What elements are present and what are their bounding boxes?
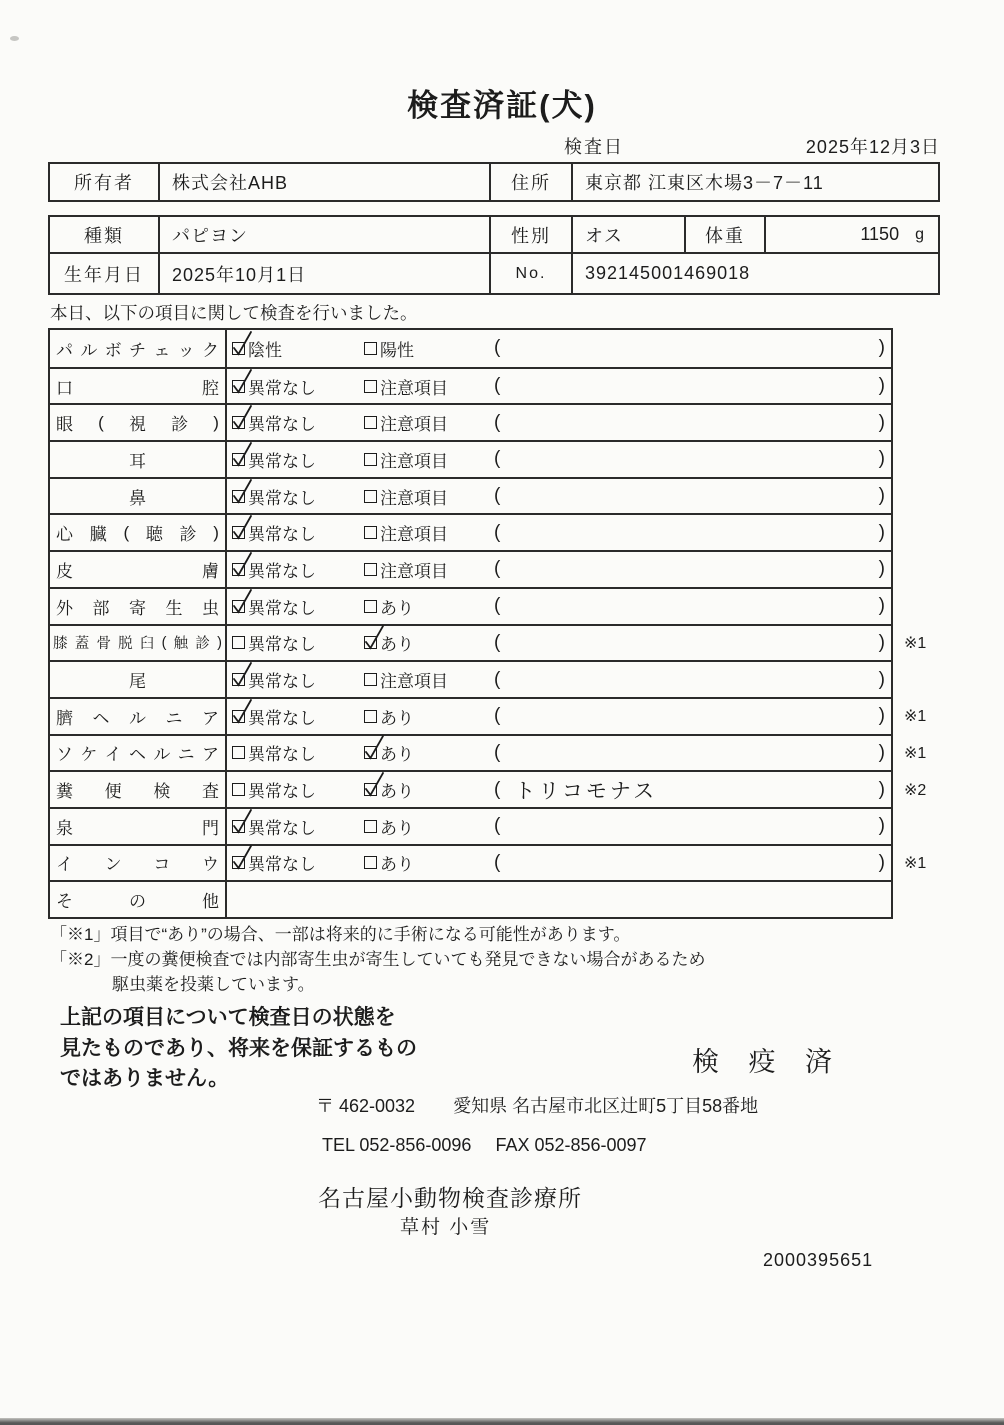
- handwritten-check-icon: [362, 623, 387, 652]
- result-option-1: [232, 594, 364, 619]
- remark-paren-close: ): [878, 815, 885, 837]
- item-label: [50, 369, 227, 404]
- checkbox-checked: [232, 453, 245, 466]
- item-label-char: 部: [92, 598, 110, 618]
- postal-code: 〒 462-0032: [316, 1096, 416, 1116]
- footnote-2-line1: 「※2」一度の糞便検査では内部寄生虫が寄生していても発見できない場合があるため: [50, 950, 706, 969]
- checklist-row: [50, 880, 891, 917]
- item-label-char: (: [98, 412, 104, 432]
- owner-table: [48, 162, 940, 202]
- checkbox-unchecked: [232, 783, 245, 796]
- checkbox-checked: [232, 490, 245, 503]
- item-label-char: 泉: [56, 818, 73, 838]
- remark-paren-open: (: [494, 631, 501, 653]
- result-option-1: [232, 814, 364, 839]
- checkbox-unchecked: [364, 820, 377, 833]
- result-option-2-label: 注意項目: [380, 525, 448, 545]
- weight-label: 体重: [686, 217, 766, 252]
- item-label-char: ): [217, 634, 222, 651]
- result-option-2: [364, 557, 494, 582]
- address-label: 住所: [491, 164, 573, 200]
- result-option-1: [232, 410, 364, 435]
- item-label-char: 脱: [118, 636, 133, 653]
- item-label: 耳: [50, 442, 227, 477]
- checkbox-checked: [232, 416, 245, 429]
- item-label-char: ル: [153, 745, 171, 765]
- checklist-row: [50, 550, 891, 587]
- result-option-1: [232, 704, 364, 729]
- remark-paren-close: ): [878, 778, 885, 800]
- checkbox-unchecked: [232, 746, 245, 759]
- remark-paren-open: (: [494, 558, 501, 580]
- checkbox-unchecked: [364, 856, 377, 869]
- handwritten-check-icon: [230, 440, 255, 469]
- disclaimer-line-1: 上記の項目について検査日の状態を: [60, 1006, 396, 1029]
- remark-paren-open: (: [494, 595, 501, 617]
- item-label-char: 視: [128, 415, 146, 435]
- handwritten-check-icon: [230, 587, 255, 616]
- item-label: [50, 736, 227, 771]
- serial-number: 2000395651: [763, 1250, 874, 1270]
- result-option-1: [232, 336, 364, 361]
- result-option-1: [232, 557, 364, 582]
- remark-paren-open: (: [494, 851, 501, 873]
- weight-number: 1150: [860, 224, 900, 244]
- item-label-char: 査: [201, 782, 219, 802]
- remark-paren-close: ): [878, 337, 885, 359]
- owner-label: 所有者: [50, 164, 160, 200]
- item-label-char: 皮: [56, 561, 73, 581]
- result-option-1: [232, 777, 364, 802]
- intro-sentence: 本日、以下の項目に関して検査を行いました。: [50, 303, 418, 323]
- checkbox-unchecked: [364, 563, 377, 576]
- result-option-2-label: あり: [380, 782, 414, 802]
- result-option-2: [364, 484, 494, 509]
- checkbox-checked: [232, 710, 245, 723]
- handwritten-check-icon: [230, 513, 255, 542]
- item-label: [50, 330, 227, 367]
- result-option-2: [364, 777, 494, 802]
- item-label-char: ッ: [177, 340, 195, 360]
- id-number-label: No.: [491, 254, 573, 293]
- animal-info-row-2: [50, 254, 938, 293]
- disclaimer-paragraph: [60, 1003, 417, 1095]
- sex-label: 性別: [491, 217, 573, 252]
- result-option-1-label: 異常なし: [248, 635, 316, 655]
- item-label: [50, 846, 227, 881]
- item-label-char: ヘ: [92, 708, 110, 728]
- checklist-row: [50, 660, 891, 697]
- remark-paren-close: ): [878, 558, 885, 580]
- item-label-char: 門: [202, 818, 219, 838]
- remark-paren-close: ): [878, 705, 885, 727]
- handwritten-check-icon: [230, 697, 255, 726]
- item-label: [50, 405, 227, 440]
- item-label: [50, 515, 227, 550]
- remark-paren-close: ): [878, 375, 885, 397]
- result-option-2-label: 注意項目: [380, 415, 448, 435]
- checklist-row-body: [227, 626, 891, 661]
- item-label: [50, 882, 227, 917]
- checkbox-checked: [232, 820, 245, 833]
- checklist-row: [50, 807, 891, 844]
- item-label: [50, 772, 227, 807]
- item-label-char: 検: [153, 782, 171, 802]
- item-label-char: ン: [104, 855, 122, 875]
- item-label-char: ア: [201, 745, 219, 765]
- result-option-2: [364, 630, 494, 655]
- item-label-char: 臓: [89, 525, 107, 545]
- result-option-2: [364, 520, 494, 545]
- result-option-2-label: 注意項目: [380, 488, 448, 508]
- item-label-char: イ: [56, 855, 73, 875]
- disclaimer-line-3: ではありません。: [60, 1067, 230, 1090]
- checkbox-unchecked: [364, 673, 377, 686]
- reference-mark: ※1: [904, 744, 927, 762]
- item-label-char: 他: [202, 892, 219, 912]
- item-label-char: 眼: [56, 415, 73, 435]
- result-option-1-label: 異常なし: [248, 378, 316, 398]
- item-label-char: 糞: [56, 782, 73, 802]
- breed-label: 種類: [50, 217, 160, 252]
- item-label-char: 口: [56, 378, 73, 398]
- item-label-char: ケ: [80, 745, 98, 765]
- remark-paren-open: (: [494, 375, 501, 397]
- item-label-char: 骨: [96, 636, 111, 653]
- remark-paren-close: ): [878, 521, 885, 543]
- result-option-2-label: 注意項目: [380, 672, 448, 692]
- clinic-address: 愛知県 名古屋市北区辻町5丁目58番地: [453, 1096, 759, 1116]
- result-option-1: [232, 374, 364, 399]
- weight-unit: g: [915, 225, 924, 243]
- checklist-row-body: [227, 809, 891, 844]
- checklist-row: [50, 403, 891, 440]
- result-option-2: [364, 594, 494, 619]
- checkbox-unchecked: [364, 600, 377, 613]
- result-option-2-label: あり: [380, 708, 414, 728]
- reference-mark: ※1: [904, 634, 927, 652]
- result-option-2: [364, 667, 494, 692]
- checklist-row: [50, 587, 891, 624]
- checklist-row: [50, 624, 927, 661]
- handwritten-check-icon: [230, 550, 255, 579]
- remark-paren-close: ): [878, 411, 885, 433]
- result-option-1: [232, 850, 364, 875]
- checkbox-unchecked: [364, 490, 377, 503]
- checkbox-checked: [232, 526, 245, 539]
- item-label-char: 心: [56, 525, 73, 545]
- handwritten-check-icon: [362, 733, 387, 762]
- item-label-char: ボ: [104, 340, 122, 360]
- address-value: 東京都 江東区木場3－7－11: [585, 173, 824, 193]
- item-label-char: コ: [153, 855, 171, 875]
- item-label-char: 診: [195, 636, 210, 653]
- inspection-date-label: 検査日: [564, 137, 624, 157]
- remark-paren-open: (: [494, 741, 501, 763]
- checkbox-checked: [364, 636, 377, 649]
- reference-mark: ※1: [904, 708, 927, 726]
- item-label-char: 膚: [202, 561, 219, 581]
- item-label-char: 触: [173, 636, 189, 653]
- item-label-char: ウ: [201, 855, 219, 875]
- result-option-1: [232, 630, 364, 655]
- handwritten-check-icon: [230, 807, 255, 836]
- item-label: [50, 699, 227, 734]
- item-label-char: 寄: [129, 598, 146, 618]
- checklist-row-body: [227, 479, 891, 514]
- checklist-row: [50, 330, 891, 367]
- result-option-2-label: あり: [380, 818, 414, 838]
- item-label-char: ソ: [56, 745, 73, 765]
- item-label: [50, 809, 227, 844]
- remark-paren-close: ): [878, 668, 885, 690]
- handwritten-check-icon: [230, 843, 255, 872]
- checklist-row-body: [227, 846, 891, 881]
- result-option-1-label: 異常なし: [248, 561, 316, 581]
- checklist-row: [50, 513, 891, 550]
- item-label-char: チ: [128, 340, 146, 360]
- clinic-telfax-line: [322, 1135, 647, 1156]
- checklist-row: [50, 734, 927, 771]
- result-option-1: [232, 484, 364, 509]
- result-option-2-label: あり: [380, 745, 414, 765]
- item-label-char: パ: [56, 340, 73, 360]
- checkbox-checked: [364, 783, 377, 796]
- breed-value: パピヨン: [160, 217, 491, 252]
- item-label: [50, 552, 227, 587]
- item-label-char: 腔: [202, 378, 219, 398]
- checklist-row-body: [227, 330, 891, 367]
- item-label-char: ): [213, 412, 219, 432]
- remark-paren-close: ): [878, 485, 885, 507]
- footnote-2-line2: 駆虫薬を投薬しています。: [112, 975, 315, 994]
- checkbox-unchecked: [232, 636, 245, 649]
- remark-paren-close: ): [878, 851, 885, 873]
- checklist-row: [50, 844, 927, 881]
- result-option-1-label: 異常なし: [248, 598, 316, 618]
- checklist-row-body: [227, 369, 891, 404]
- item-label: 鼻: [50, 479, 227, 514]
- result-option-2-label: 注意項目: [380, 378, 448, 398]
- checklist-row-body: [227, 736, 891, 771]
- item-label-char: ェ: [153, 340, 171, 360]
- checkbox-unchecked: [364, 710, 377, 723]
- result-option-2-label: 陽性: [380, 340, 414, 360]
- item-label: 尾: [50, 662, 227, 697]
- item-label-char: ル: [80, 340, 98, 360]
- result-option-1-label: 異常なし: [248, 451, 316, 471]
- result-option-1: [232, 740, 364, 765]
- item-label-char: 外: [56, 598, 73, 618]
- checkbox-unchecked: [364, 453, 377, 466]
- item-label-char: 診: [171, 415, 189, 435]
- scan-bottom-edge-artifact: [0, 1418, 1004, 1425]
- item-label-char: ル: [129, 708, 146, 728]
- checkbox-unchecked: [364, 416, 377, 429]
- result-option-2: [364, 704, 494, 729]
- item-label-char: 臍: [56, 708, 73, 728]
- checkbox-unchecked: [364, 380, 377, 393]
- item-label-char: 虫: [202, 598, 219, 618]
- checklist-row: [50, 770, 927, 807]
- result-option-2: [364, 850, 494, 875]
- handwritten-check-icon: [230, 329, 255, 358]
- checklist-row-body: [227, 405, 891, 440]
- handwritten-check-icon: [362, 770, 387, 799]
- checkbox-checked: [232, 673, 245, 686]
- clinic-name: 名古屋小動物検査診療所: [318, 1185, 582, 1211]
- weight-value: [766, 217, 938, 252]
- clinic-tel: TEL 052-856-0096: [322, 1135, 472, 1155]
- remark-paren-close: ): [878, 741, 885, 763]
- result-option-1-label: 異常なし: [248, 708, 316, 728]
- result-option-2-label: 注意項目: [380, 561, 448, 581]
- examiner-name: 草村 小雪: [400, 1217, 492, 1238]
- owner-value: 株式会社AHB: [160, 164, 491, 200]
- remark-paren-open: (: [494, 521, 501, 543]
- checkbox-checked: [232, 380, 245, 393]
- animal-info-table: [48, 215, 940, 295]
- checklist-row-body: [227, 699, 891, 734]
- checklist-row-body: [227, 882, 891, 917]
- sex-value: オス: [573, 217, 686, 252]
- item-label-char: 蓋: [74, 636, 90, 653]
- checklist-row-body: [227, 552, 891, 587]
- id-number-value: 392145001469018: [585, 263, 751, 283]
- item-label-char: 便: [104, 782, 122, 802]
- item-label-char: (: [161, 634, 167, 651]
- remark-paren-close: ): [878, 631, 885, 653]
- result-option-1-label: 異常なし: [248, 672, 316, 692]
- checklist-row-body: [227, 515, 891, 550]
- checklist-row: [50, 440, 891, 477]
- checkbox-checked: [232, 856, 245, 869]
- remark-paren-open: (: [494, 668, 501, 690]
- result-option-1-label: 異常なし: [248, 782, 316, 802]
- checklist-row-body: [227, 662, 891, 697]
- item-label: [50, 589, 227, 624]
- item-label-char: ニ: [177, 745, 195, 765]
- checklist-row: [50, 477, 891, 514]
- page-title: 検査済証(犬): [407, 88, 597, 123]
- item-label-char: の: [129, 892, 146, 912]
- remark-paren-open: (: [494, 337, 501, 359]
- remark-paren-open: (: [494, 411, 501, 433]
- checkbox-checked: [232, 342, 245, 355]
- result-option-1-label: 異常なし: [248, 818, 316, 838]
- checklist-row-body: [227, 772, 891, 807]
- item-label-char: (: [123, 522, 130, 542]
- item-label-char: ニ: [165, 708, 183, 728]
- scan-artifact-speck: [10, 36, 19, 41]
- result-option-2: [364, 336, 494, 361]
- remark-paren-close: ): [878, 595, 885, 617]
- item-label: [50, 626, 227, 661]
- footnotes: [50, 922, 705, 997]
- checkbox-unchecked: [364, 342, 377, 355]
- item-label-char: 生: [165, 598, 183, 618]
- animal-info-row-1: [50, 217, 938, 254]
- remark-paren-open: (: [494, 705, 501, 727]
- handwritten-check-icon: [230, 660, 255, 689]
- reference-mark: ※1: [904, 854, 927, 872]
- result-option-1-label: 陰性: [248, 340, 282, 360]
- result-option-1-label: 異常なし: [248, 855, 316, 875]
- quarantine-passed-stamp: 検 疫 済: [692, 1047, 844, 1077]
- item-label-char: 膝: [53, 636, 68, 653]
- remark-text: トリコモナス: [514, 779, 658, 803]
- result-option-2-label: あり: [380, 855, 414, 875]
- result-option-1-label: 異常なし: [248, 525, 316, 545]
- result-option-2-label: あり: [380, 598, 414, 618]
- result-option-2-label: 注意項目: [380, 451, 448, 471]
- disclaimer-line-2: 見たものであり、将来を保証するもの: [60, 1036, 417, 1060]
- checkbox-checked: [364, 746, 377, 759]
- result-option-1: [232, 447, 364, 472]
- birthdate-label: 生年月日: [50, 254, 160, 293]
- result-option-2-label: あり: [380, 635, 414, 655]
- remark-paren-open: (: [494, 815, 501, 837]
- item-label-char: 聴: [145, 525, 163, 545]
- result-option-2: [364, 410, 494, 435]
- checkbox-checked: [232, 600, 245, 613]
- remark-paren-open: (: [494, 778, 501, 800]
- item-label-char: ア: [202, 708, 219, 728]
- result-option-2: [364, 374, 494, 399]
- checklist-row: [50, 367, 891, 404]
- checklist-row-body: [227, 442, 891, 477]
- result-option-2: [364, 740, 494, 765]
- result-option-1-label: 異常なし: [248, 745, 316, 765]
- item-label-char: 臼: [139, 636, 155, 653]
- item-label-char: イ: [104, 745, 122, 765]
- item-label-char: ): [213, 522, 219, 542]
- clinic-postal-line: [316, 1092, 758, 1118]
- handwritten-check-icon: [230, 403, 255, 432]
- handwritten-check-icon: [230, 477, 255, 506]
- result-option-1-label: 異常なし: [248, 415, 316, 435]
- footnote-1: 「※1」項目で“あり”の場合、一部は将来的に手術になる可能性があります。: [50, 925, 631, 944]
- handwritten-check-icon: [230, 367, 255, 396]
- checkbox-unchecked: [364, 526, 377, 539]
- inspection-date-value: 2025年12月3日: [805, 137, 940, 157]
- item-label-char: そ: [56, 892, 73, 912]
- remark-paren-close: ): [878, 448, 885, 470]
- item-label-char: ク: [201, 340, 219, 360]
- result-option-2: [364, 814, 494, 839]
- result-option-2: [364, 447, 494, 472]
- reference-mark: ※2: [904, 781, 927, 799]
- remark-paren-open: (: [494, 448, 501, 470]
- checklist-row: [50, 697, 927, 734]
- result-option-1: [232, 667, 364, 692]
- result-option-1-label: 異常なし: [248, 488, 316, 508]
- item-label-char: ヘ: [128, 745, 146, 765]
- checkbox-checked: [232, 563, 245, 576]
- result-option-1: [232, 520, 364, 545]
- item-label-char: 診: [179, 525, 197, 545]
- birthdate-value: 2025年10月1日: [160, 254, 491, 293]
- clinic-fax: FAX 052-856-0097: [495, 1135, 647, 1155]
- checklist-table: [48, 328, 927, 919]
- checklist-row-body: [227, 589, 891, 624]
- inspection-date-row: [48, 133, 940, 159]
- remark-paren-open: (: [494, 485, 501, 507]
